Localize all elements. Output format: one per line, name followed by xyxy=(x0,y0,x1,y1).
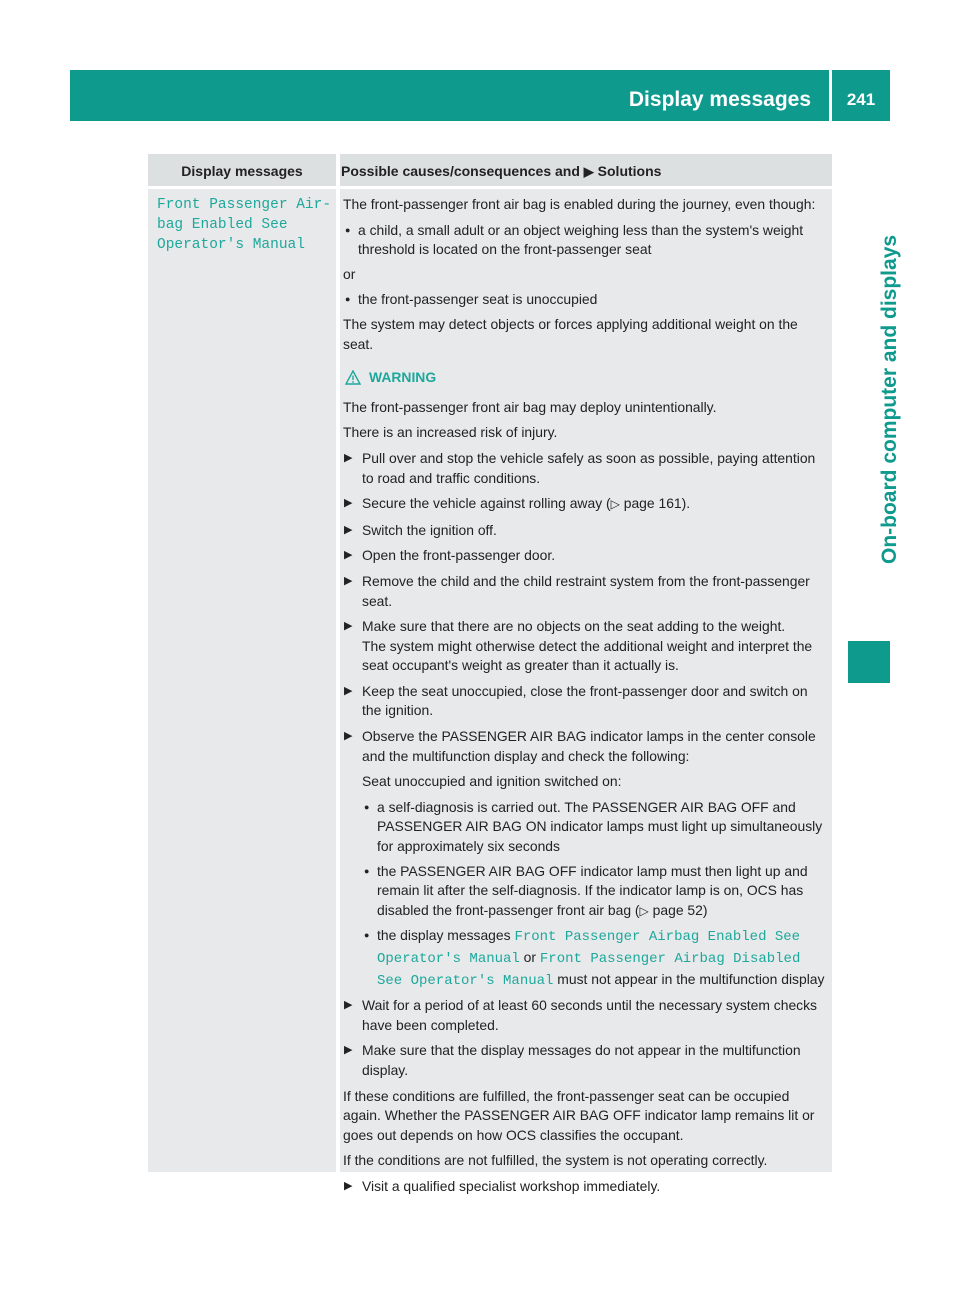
step-3: Switch the ignition off. xyxy=(362,521,497,538)
step-5: Remove the child and the child restraint system from the front-passenger seat. xyxy=(362,572,810,609)
step-item xyxy=(343,1177,827,1197)
page-header xyxy=(70,70,890,121)
page-number: 241 xyxy=(846,90,876,109)
col2-header-text: Possible causes/consequences and xyxy=(341,163,580,179)
col1-header: Display messages xyxy=(181,163,303,179)
step-6: ▶ Make sure that there are no objects on the seat adding to the weight. xyxy=(362,618,786,635)
fulfilled-text: If these conditions are fulfilled, the front-passenger seat can be occupied again. Whether the PASSENGER AIR BAG OFF indicator lamp remains lit or goes out depends on how OCS classifies the occupant. xyxy=(343,1087,815,1143)
side-tab-label: On-board computer and displays xyxy=(878,234,901,564)
step-8: Observe the PASSENGER AIR BAG indicator lamps in the center console and the multifunction display and check the following: xyxy=(362,728,816,764)
not-fulfilled-text: If the conditions are not fulfilled, the system is not operating correctly. xyxy=(343,1152,768,1169)
step-item xyxy=(343,996,827,1035)
check-group xyxy=(362,772,827,991)
page-ref-icon: ▷ xyxy=(639,903,649,918)
warning-text-2: There is an increased risk of injury. xyxy=(343,424,558,441)
page-ref-icon: ▷ xyxy=(610,497,620,512)
step-item xyxy=(343,1041,827,1080)
check-2-page[interactable]: page 52) xyxy=(648,901,708,918)
step-item xyxy=(343,727,827,766)
warning-triangle-icon xyxy=(345,370,361,385)
column-divider xyxy=(336,154,340,1172)
step-10: Make sure that the display messages do not appear in the multifunction display. xyxy=(362,1042,801,1078)
intro-text: The front-passenger front air bag is enabled during the journey, even though: xyxy=(343,196,816,212)
check-2: the PASSENGER AIR BAG OFF indicator lamp must then light up and remain lit after the self-diagnosis. If the indicator lamp is on, OCS has disabled the front-passenger front air bag ( xyxy=(377,862,808,918)
detect-text: The system may detect objects or forces applying additional weight on the seat. xyxy=(343,315,798,352)
header-title: Display messages xyxy=(628,88,811,111)
cause-item xyxy=(343,221,827,260)
message-line-2: bag Enabled See xyxy=(157,217,288,233)
cause-2: the front-passenger seat is unoccupied xyxy=(358,291,598,308)
side-tab-block xyxy=(848,641,890,683)
step-9: Wait for a period of at least 60 seconds until the necessary system checks have been completed. xyxy=(362,997,818,1033)
message-line-3: Operator's Manual xyxy=(157,237,305,253)
step-2: Secure the vehicle against rolling away ( xyxy=(362,495,611,512)
or-text: or xyxy=(343,265,356,282)
step-item xyxy=(343,449,827,488)
message-line-1: Front Passenger Air‐ xyxy=(157,197,332,213)
step-1: Pull over and stop the vehicle safely as soon as possible, paying attention to road and traffic conditions. xyxy=(362,449,816,486)
display-message-2: Front Passenger Airbag Disabled See Operator's Manual xyxy=(377,951,801,989)
display-message-table xyxy=(148,154,832,1194)
display-message-1: Front Passenger Airbag Enabled See Operator's Manual xyxy=(377,929,801,967)
warning-text-1: The front-passenger front air bag may deploy unintentionally. xyxy=(343,398,717,415)
display-message-cell xyxy=(157,195,332,255)
solutions-cell xyxy=(343,195,827,1203)
check-item xyxy=(362,862,827,922)
arrow-icon: ▶ xyxy=(583,164,594,179)
check-3-b: must not appear in the multifunction display xyxy=(553,970,825,987)
step-item xyxy=(343,494,827,515)
check-item xyxy=(362,926,827,991)
col2-header-solutions: Solutions xyxy=(597,163,662,179)
header-divider-line xyxy=(148,186,832,189)
step-11: Visit a qualified specialist workshop immediately. xyxy=(362,1177,661,1194)
warning-label: WARNING xyxy=(369,369,437,386)
cause-1: a child, a small adult or an object weighing less than the system's weight threshold is located on the front-passenger seat xyxy=(358,221,804,258)
step-item xyxy=(343,546,827,566)
step-item xyxy=(343,682,827,721)
step-item xyxy=(343,617,827,676)
step-4: Open the front-passenger door. xyxy=(362,547,556,564)
step-item xyxy=(343,572,827,611)
check-item xyxy=(362,798,827,857)
table-header xyxy=(148,154,832,186)
step-7: Keep the seat unoccupied, close the front-passenger door and switch on the ignition. xyxy=(362,682,808,719)
warning-heading xyxy=(343,368,827,388)
check-3-a: the display messages xyxy=(377,927,515,944)
check-intro: Seat unoccupied and ignition switched on: xyxy=(362,773,622,790)
check-1: a self-diagnosis is carried out. The PASSENGER AIR BAG OFF and PASSENGER AIR BAG ON indicator lamps must light up simultaneously for approximately six seconds xyxy=(377,798,823,855)
cause-item xyxy=(343,290,827,310)
step-2-page[interactable]: page 161). xyxy=(619,495,691,512)
col2-header xyxy=(341,154,831,189)
side-tab xyxy=(848,120,901,620)
step-6-note: The system might otherwise detect the additional weight and interpret the seat occupant's weight as greater than it actually is. xyxy=(362,637,813,674)
check-3-or: or xyxy=(519,949,540,965)
step-item xyxy=(343,521,827,541)
